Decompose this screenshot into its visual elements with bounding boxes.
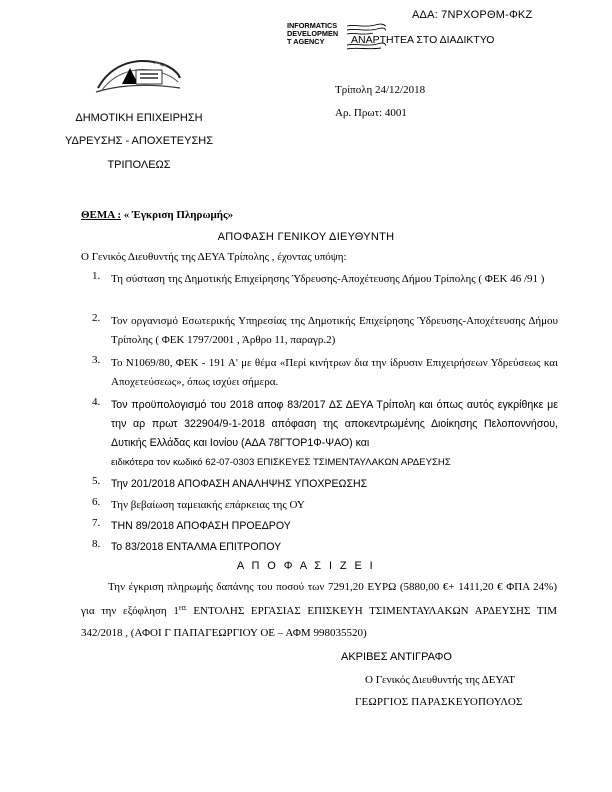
subject-line [81,209,233,221]
ada-code: ΑΔΑ: 7ΝΡΧΟΡΘΜ-ΦΚΖ [412,9,533,21]
org-name-line3: ΤΡΙΠΟΛΕΩΣ [107,159,171,171]
list-item: Το Ν1069/80, ΦΕΚ - 191 Α' με θέμα «Περί κινήτρων δια την ίδρυσιν Επιχειρήσεων Υδρεύσεως και Αποχετεύσεως», όπως ισχύει σήμερα. [111,357,558,388]
stamp-agency-text: INFORMATICS DEVELOPMEN T AGENCY [287,21,339,47]
signatory-title: Ο Γενικός Διευθυντής της ΔΕΥΑΤ [365,674,516,686]
decision-title: ΑΠΟΦΑΣΗ ΓΕΝΙΚΟΥ ΔΙΕΥΘΥΝΤΗ [217,231,395,243]
item-number: 2. [92,312,101,324]
decides-heading: Α Π Ο Φ Α Σ Ι Ζ Ε Ι [236,560,376,572]
protocol-number: Αρ. Πρωτ: 4001 [335,107,407,119]
item-number: 8. [92,538,101,550]
stamp-posted-text: ΑΝΑΡΤΗΤΕΑ ΣΤΟ ΔΙΑΔΙΚΤΥΟ [351,34,495,46]
subject-text: « Έγκριση Πληρωμής» [121,209,234,221]
item-number: 7. [92,517,101,529]
true-copy-label: ΑΚΡΙΒΕΣ ΑΝΤΙΓΡΑΦΟ [341,651,452,663]
posting-stamp [287,22,547,58]
list-item-continuation: ειδικότερα τον κωδικό 62-07-0303 ΕΠΙΣΚΕΥΕΣ ΤΣΙΜΕΝΤΑΥΛΑΚΩΝ ΑΡΔΕΥΣΗΣ [111,457,451,468]
subject-label: ΘΕΜΑ : [81,209,122,221]
item-number: 4. [92,396,101,408]
list-item: Τον προϋπολογισμό του 2018 αποφ 83/2017 ΔΣ ΔΕΥΑ Τρίπολη και όπως αυτός εγκρίθηκε με την αρ πρωτ 322904/9-1-2018 απόφαση της αποκεντρωμένης Διοίκησης Πελοποννήσου, Δυτικής Ελλάδας και Ιονίου (ΑΔΑ 78ΓΤΟΡ1Φ-ΨΑΟ) και [111,399,558,449]
signatory-name: ΓΕΩΡΓΙΟΣ ΠΑΡΑΣΚΕΥΟΠΟΥΛΟΣ [355,696,523,708]
list-item: Το 83/2018 ΕΝΤΑΛΜΑ ΕΠΙΤΡΟΠΟΥ [111,541,282,553]
org-name-line1: ΔΗΜΟΤΙΚΗ ΕΠΙΧΕΙΡΗΣΗ [75,112,203,124]
deyat-logo [92,54,182,96]
list-item: Τη σύσταση της Δημοτικής Επιχείρησης Ύδρευσης-Αποχέτευσης Δήμου Τρίπολης ( ΦΕΚ 46 /91 ) [111,273,545,285]
org-name-line2: ΥΔΡΕΥΣΗΣ - ΑΠΟΧΕΤΕΥΣΗΣ [64,135,214,147]
list-item: Την βεβαίωση ταμειακής επάρκειας της ΟΥ [111,499,305,511]
list-item: Τον οργανισμό Εσωτερικής Υπηρεσίας της Δημοτικής Επιχείρησης Ύδρευσης-Αποχέτευσης Δήμου Τρίπολης ( ΦΕΚ 1797/2001 , Άρθρο 11, παραγρ.2) [111,315,558,346]
decision-body: Την έγκριση πληρωμής δαπάνης του ποσού των 7291,20 ΕΥΡΩ (5880,00 €+ 1411,20 € ΦΠΑ 24%) για την εξόφληση $1^{H\Sigma}$ ΕΝΤΟΛΗΣ ΕΡΓΑΣΙΑΣ ΕΠΙΣΚΕΥΗ ΤΣΙΜΕΝΤΑΥΛΑΚΩΝ ΑΡΔΕΥΣΗΣ ΤΙΜ 342/2018 , (ΑΦΟΙ Γ ΠΑΠΑΓΕΩΡΓΙΟΥ ΟΕ – ΑΦΜ 998035520) [81,581,557,639]
item-number: 1. [92,270,101,282]
list-item: Την 201/2018 ΑΠΟΦΑΣΗ ΑΝΑΛΗΨΗΣ ΥΠΟΧΡΕΩΣΗΣ [111,478,368,490]
intro-text: Ο Γενικός Διευθυντής της ΔΕΥΑ Τρίπολης , έχοντας υπόψη: [81,251,347,263]
item-number: 5. [92,475,101,487]
item-number: 3. [92,354,101,366]
document-date: Τρίπολη 24/12/2018 [335,84,426,96]
item-number: 6. [92,496,101,508]
list-item: ΤΗΝ 89/2018 ΑΠΟΦΑΣΗ ΠΡΟΕΔΡΟΥ [111,520,291,532]
